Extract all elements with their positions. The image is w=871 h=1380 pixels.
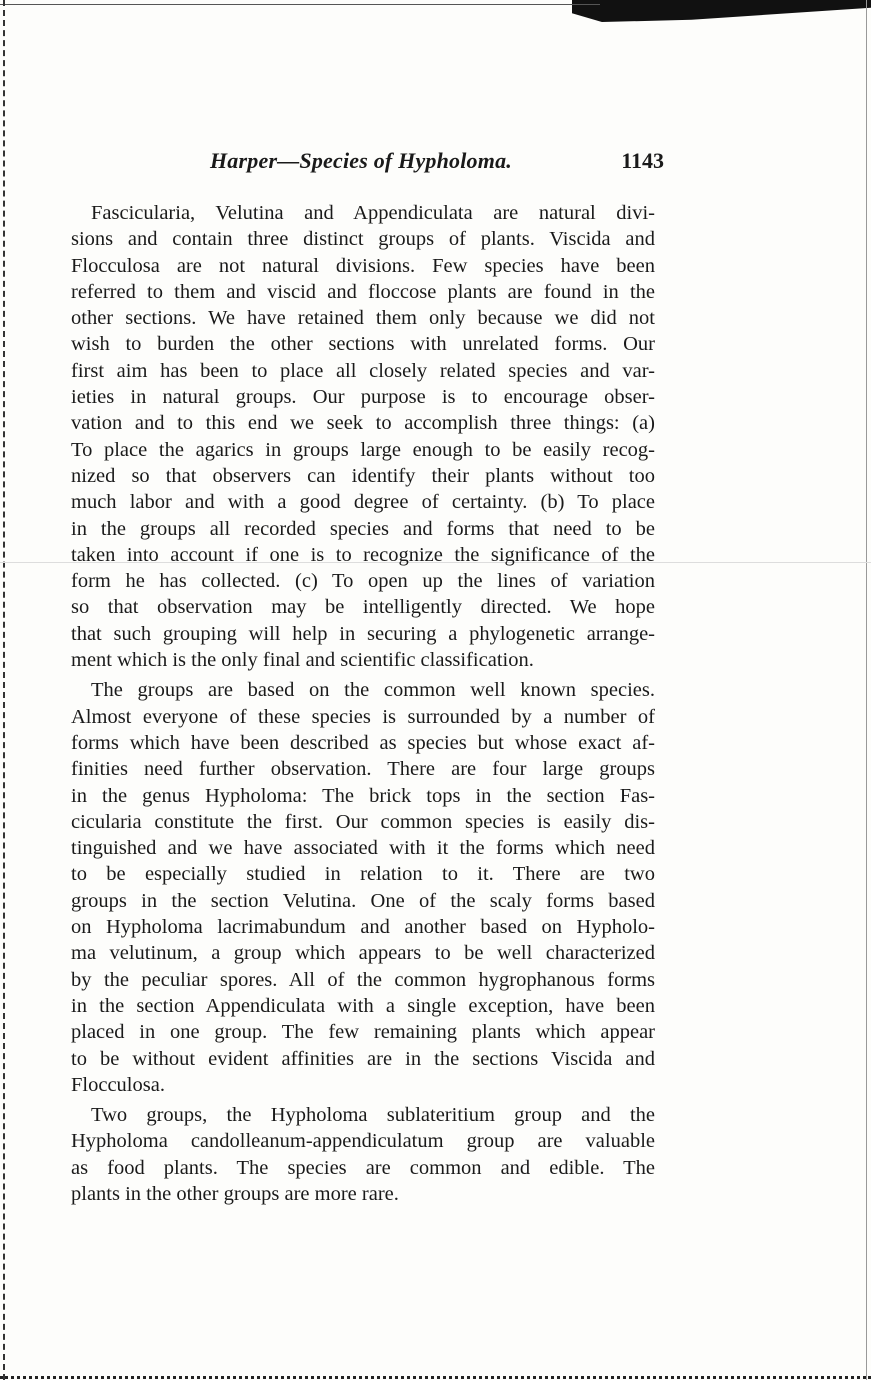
- text-line: in the genus Hypholoma: The brick tops in the section Fas-: [71, 784, 655, 807]
- text-line: wish to burden the other sections with unrelated forms. Our: [71, 333, 655, 356]
- paragraph-3: [71, 1102, 655, 1207]
- text-line: plants in the other groups are more rare.: [71, 1182, 399, 1205]
- text-line: in the section Appendiculata with a single exception, have been: [71, 994, 655, 1017]
- page-left-edge: [3, 0, 5, 1380]
- text-line: groups in the section Velutina. One of the scaly forms based: [71, 889, 655, 912]
- text-line: Flocculosa are not natural divisions. Few species have been: [71, 254, 655, 277]
- text-line: ment which is the only final and scientific classification.: [71, 649, 534, 672]
- scan-corner-artifact: [572, 0, 871, 22]
- text-line: The groups are based on the common well known species.: [91, 679, 655, 702]
- page-bottom-edge: [0, 1376, 871, 1379]
- text-line: taken into account if one is to recognize the significance of the: [71, 543, 655, 566]
- text-line: cicularia constitute the first. Our common species is easily dis-: [71, 810, 655, 833]
- text-line: Fascicularia, Velutina and Appendiculata are natural divi-: [91, 202, 655, 224]
- text-line: in the groups all recorded species and forms that need to be: [71, 517, 655, 540]
- text-line: nized so that observers can identify their plants without too: [71, 464, 655, 487]
- text-line: referred to them and viscid and floccose plants are found in the: [71, 280, 655, 303]
- text-line: Hypholoma candolleanum-appendiculatum group are valuable: [71, 1130, 655, 1153]
- running-title: Harper—Species of Hypholoma.: [210, 148, 512, 173]
- text-line: as food plants. The species are common and edible. The: [71, 1156, 655, 1179]
- text-line: much labor and with a good degree of certainty. (b) To place: [71, 491, 655, 514]
- text-line: on Hypholoma lacrimabundum and another based on Hypholo-: [71, 916, 655, 939]
- text-line: Flocculosa.: [71, 1073, 165, 1096]
- text-line: placed in one group. The few remaining plants which appear: [71, 1021, 655, 1044]
- text-line: to be without evident affinities are in the sections Viscida and: [71, 1047, 655, 1070]
- text-line: other sections. We have retained them only because we did not: [71, 307, 655, 330]
- text-line: first aim has been to place all closely related species and var-: [71, 359, 655, 382]
- text-line: To place the agarics in groups large enough to be easily recog-: [71, 438, 655, 461]
- page-number: 1143: [621, 148, 664, 173]
- text-line: finities need further observation. There are four large groups: [71, 758, 655, 781]
- page-right-edge: [866, 0, 867, 1380]
- text-line: Almost everyone of these species is surrounded by a number of: [71, 705, 655, 728]
- text-line: to be especially studied in relation to it. There are two: [71, 863, 655, 886]
- text-line: ieties in natural groups. Our purpose is to encourage obser-: [71, 386, 655, 409]
- text-line: sions and contain three distinct groups of plants. Viscida and: [71, 228, 655, 251]
- text-line: form he has collected. (c) To open up the lines of variation: [71, 570, 655, 593]
- paragraph-2: [71, 677, 655, 1098]
- body-text: [71, 200, 655, 1211]
- text-line: tinguished and we have associated with it the forms which need: [71, 837, 655, 860]
- paragraph-1: [71, 200, 655, 673]
- text-line: ma velutinum, a group which appears to be well characterized: [71, 942, 655, 965]
- text-line: Two groups, the Hypholoma sublateritium group and the: [91, 1104, 655, 1127]
- running-header: [210, 148, 664, 178]
- text-line: that such grouping will help in securing a phylogenetic arrange-: [71, 622, 655, 645]
- text-line: so that observation may be intelligently directed. We hope: [71, 596, 655, 619]
- text-line: forms which have been described as species but whose exact af-: [71, 731, 655, 754]
- text-line: by the peculiar spores. All of the common hygrophanous forms: [71, 968, 655, 991]
- page-top-edge: [0, 4, 600, 5]
- text-line: vation and to this end we seek to accomplish three things: (a): [71, 412, 655, 435]
